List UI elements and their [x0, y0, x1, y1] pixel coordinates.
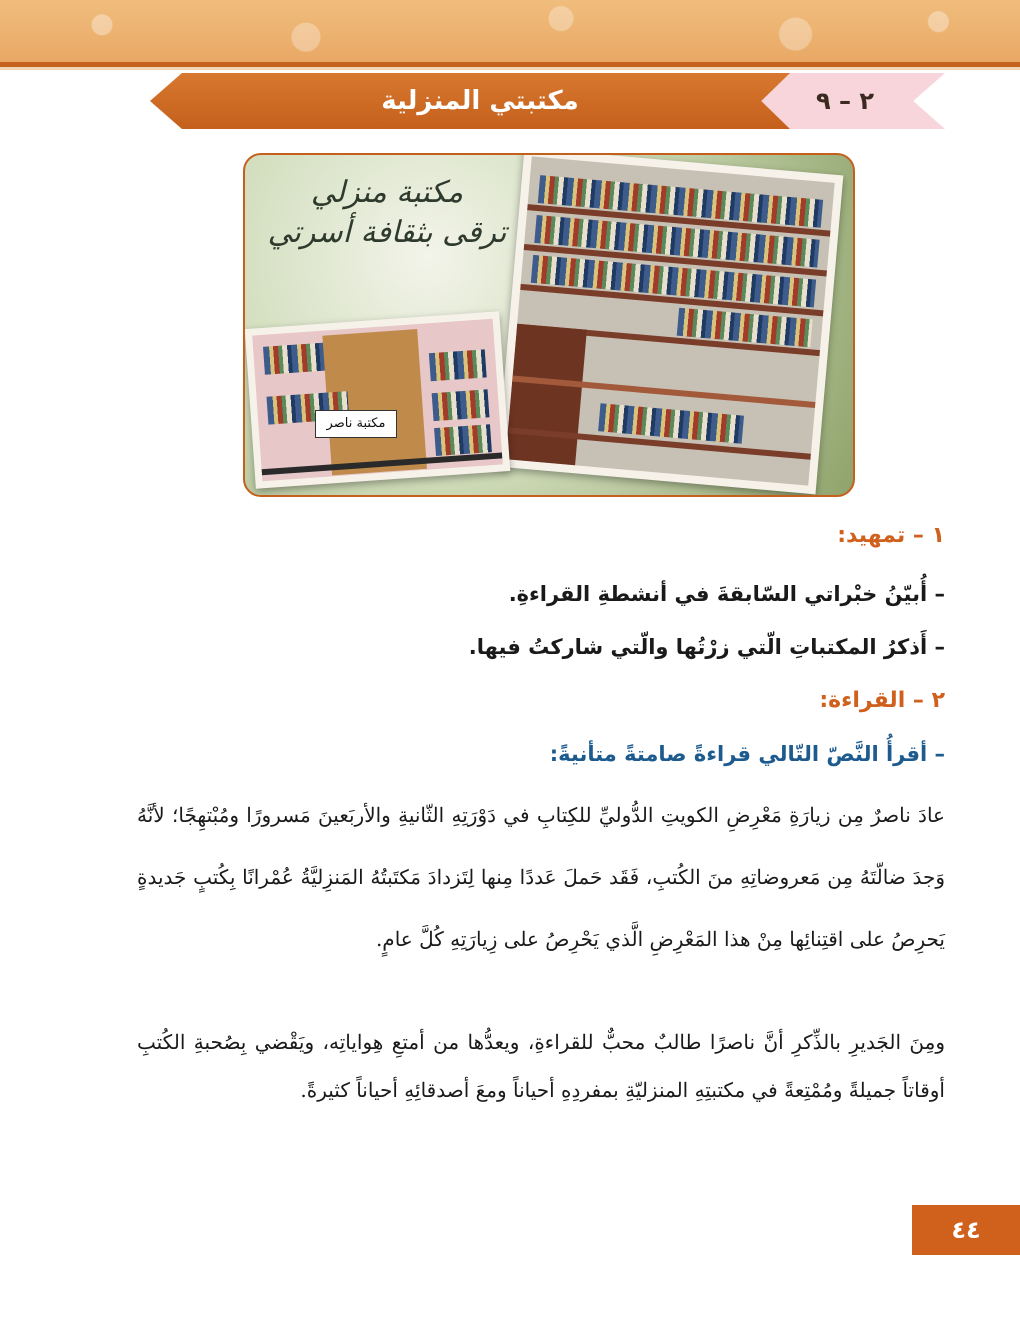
- intro-item-2: – أَذكرُ المكتباتِ الّتي زرْتُها والّتي شاركتُ فيها.: [468, 635, 945, 659]
- photo-calligraphy: [267, 173, 507, 253]
- intro-item-1: – أُبيّنُ خبْراتي السّابقةَ في أنشطةِ القراءةِ.: [508, 582, 945, 606]
- passage-paragraph-1: عادَ ناصرٌ مِن زيارَةِ مَعْرِضِ الكويتِ الدُّوليِّ للكِتابِ في دَوْرَتِهِ الثّانيةِ والأربَعينَ مَسرورًا ومُبْتهِجًا؛ لأنَّهُ وَجدَ ضالّتَهُ مِن مَعروضاتِهِ منَ الكُتبِ، فَقَد حَملَ عَددًا مِنها لِتَزدادَ مَكتَبتُهُ المَنزِليَّةُ عُمْرانًا بِكُتبٍ جَديدةٍ يَحرِصُ على اقتِنائِها مِنْ هذا المَعْرِضِ الَّذي يَحْرِصُ على زِيارَتِهِ كُلَّ عامٍ.: [137, 803, 945, 951]
- decorative-header-band: [0, 0, 1020, 62]
- photo-caption-label: مكتبة ناصر: [315, 410, 397, 438]
- intro-heading: ١ – تمهيد:: [837, 523, 945, 548]
- calligraphy-line-1: مكتبة منزلي: [310, 175, 464, 210]
- header-divider-light: [0, 67, 1020, 70]
- lesson-number: ٢ – ٩: [815, 87, 875, 115]
- bookshelf-photo-large: [497, 153, 844, 494]
- passage-paragraph-2: ومِنَ الجَديرِ بالذِّكرِ أنَّ ناصرًا طالبٌ محبٌّ للقراءةِ، ويعدُّها من أمتعِ هِواياتِه، ويَقْضي بِصُحبةِ الكُتبِ أوقاتاً جميلةً ومُمْتِعةً في مكتبتِهِ المنزليّةِ بمفردِهِ أحياناً ومعَ أصدقائِهِ أحياناً كثيرةً.: [137, 1030, 945, 1102]
- reading-instruction: – أقرأُ النَّصّ التّالي قراءةً صامتةً متأنيةً:: [549, 742, 945, 766]
- library-photo: [243, 153, 855, 497]
- reading-heading: ٢ – القراءة:: [819, 688, 945, 713]
- page-number: ٤٤: [912, 1205, 1020, 1255]
- lesson-title: مكتبتي المنزلية: [381, 86, 579, 116]
- calligraphy-line-2: ترقى بثقافة أسرتي: [267, 215, 507, 250]
- bookshelf-photo-small: [245, 311, 511, 488]
